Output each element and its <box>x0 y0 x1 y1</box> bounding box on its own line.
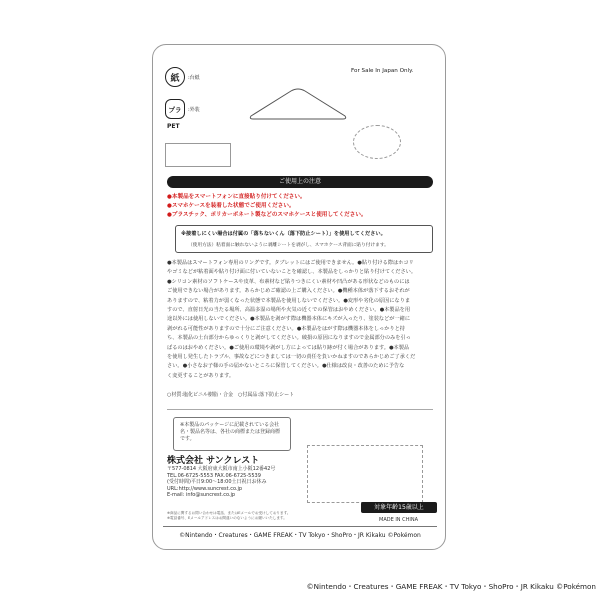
precaution-line: 剥がれる可能性がありますので十分にご注意ください。●本製品をはがす際は機器本体をしっかりと持 <box>167 325 405 332</box>
company-address <box>167 466 275 499</box>
address-line: TEL.06-6725-5553 FAX.06-6725-5539 <box>167 472 261 479</box>
red-warning-item: ●スマホケースを装着した状態でご使用ください。 <box>167 203 295 210</box>
footer-divider <box>163 526 437 527</box>
precaution-line: ●本製品はスマートフォン専用のリングです。タブレットにはご使用できません。●貼り付ける際はホコリ <box>167 260 414 266</box>
plastic-recycle-label: :外装 <box>188 107 200 113</box>
red-warning-item: ●本製品をスマートフォンに直接貼り付けてください。 <box>167 194 306 200</box>
precaution-line: やゴミなどが粘着面や貼り付け面に付いていないことを確認し、本製品をしっかりと貼り付けてください。 <box>167 269 417 276</box>
trademark-note-box <box>173 417 291 451</box>
paper-recycle-icon: 紙 <box>165 67 185 87</box>
package-back-card <box>152 44 446 550</box>
address-line: URL:http://www.suncrest.co.jp <box>167 485 243 492</box>
materials-text: ○材質:塩化ビニル樹脂・合金 ○付属品:落下防止シート <box>167 392 295 398</box>
precaution-line: を使用し発生したトラブル、事故などにつきましては一切の責任を負いかねますのであらかじめご了承くだ <box>167 354 416 361</box>
precaution-line: ご使用できない場合があります。あらかじめご確認の上ご購入ください。●機種本体が落下するおそれが <box>167 288 410 295</box>
precaution-line: ●シリコン素材のソフトケースや皮革、布素材など貼りつきにくい素材や凹凸がある形状などのものには <box>167 278 410 285</box>
precaution-line: ありますので、粘着力が弱くなった状態で本製品を使用しないでください。●変形や劣化の原因になりま <box>167 297 411 304</box>
pet-label: PET <box>167 123 180 130</box>
contact-notes <box>167 511 291 521</box>
outer-copyright: ©Nintendo・Creatures・GAME FREAK・TV Tokyo・ShoPro・JR Kikaku ©Pokémon <box>306 582 596 591</box>
company-name: 株式会社 サンクレスト <box>167 456 260 466</box>
red-warning-list <box>167 193 367 221</box>
contact-note-line: ※電話番号、Eメールアドレスはお間違いのないようにお願いいたします。 <box>167 516 287 520</box>
red-warning-item: ●プラスチック、ポリカーボネート製などのスマホケースと使用してください。 <box>167 212 367 219</box>
paper-recycle-label: :台紙 <box>188 75 200 81</box>
card-copyright: ©Nintendo・Creatures・GAME FREAK・TV Tokyo・ShoPro・JR Kikaku ©Pokémon <box>179 532 421 539</box>
precaution-line: さい。●小さなお子様の手の届かないところに保管してください。●仕様は改良・改善のために予告な <box>167 363 405 370</box>
adhesion-warning-title: ※接着しにくい場合は付属の「落ちないくん（落下防止シート）」を使用してください。 <box>181 231 386 237</box>
section-divider <box>167 409 433 410</box>
precaution-line: 途以外には使用しないでください。●本製品を剥がす際は機器本体にキズが入ったり、塗装などが一緒に <box>167 316 411 323</box>
precaution-line: すので、直射日光の当たる場所、高温多湿の場所や火気の近くでの保管はおやめください。●本製品を用 <box>167 307 411 314</box>
made-in-text: MADE IN CHINA <box>379 517 419 523</box>
adhesion-warning-box <box>175 225 433 253</box>
sale-notice: For Sale In Japan Only. <box>351 68 414 74</box>
hang-hole-icon <box>243 85 353 121</box>
age-rating-badge: 対象年齢15歳以上 <box>361 502 437 513</box>
adhesion-warning-sub: （使用方法）粘着面に触れないように剥離シートを剥がし、スマホケース背面に貼り付けます。 <box>188 243 389 248</box>
dashed-circle-mark <box>353 125 401 159</box>
plastic-recycle-icon: プラ <box>165 99 185 119</box>
blank-label-box <box>165 143 231 167</box>
usage-precautions-text <box>167 259 435 381</box>
trademark-note-text: ※本製品のパッケージに記載されている会社名・製品名等は、各社の商標または登録商標です。 <box>180 422 281 442</box>
contact-note-line: ※商品に関するお問い合わせは電話、またはEメールでお受けしております。 <box>167 511 291 515</box>
address-line: 〒577-0814 大阪府東大阪市南上小阪12番42号 <box>167 466 276 472</box>
usage-notice-header: ご使用上の注意 <box>167 176 433 188</box>
address-line: (受付時間)平日9:00～18:00土日祝日お休み <box>167 479 267 486</box>
precaution-line: ち、本製品の土台部分からゆっくりと剥がしてください。破損の原因になりますので金属部分のみを引っ <box>167 335 411 342</box>
precaution-line: く変更することがあります。 <box>167 372 235 379</box>
address-line: E-mail: info@suncrest.co.jp <box>167 492 236 499</box>
precaution-line: ぱるのはおやめください。●ご使用の環境や剥がし方によっては貼り跡が付く場合があります。●本製品 <box>167 344 410 351</box>
barcode-area <box>307 445 423 503</box>
